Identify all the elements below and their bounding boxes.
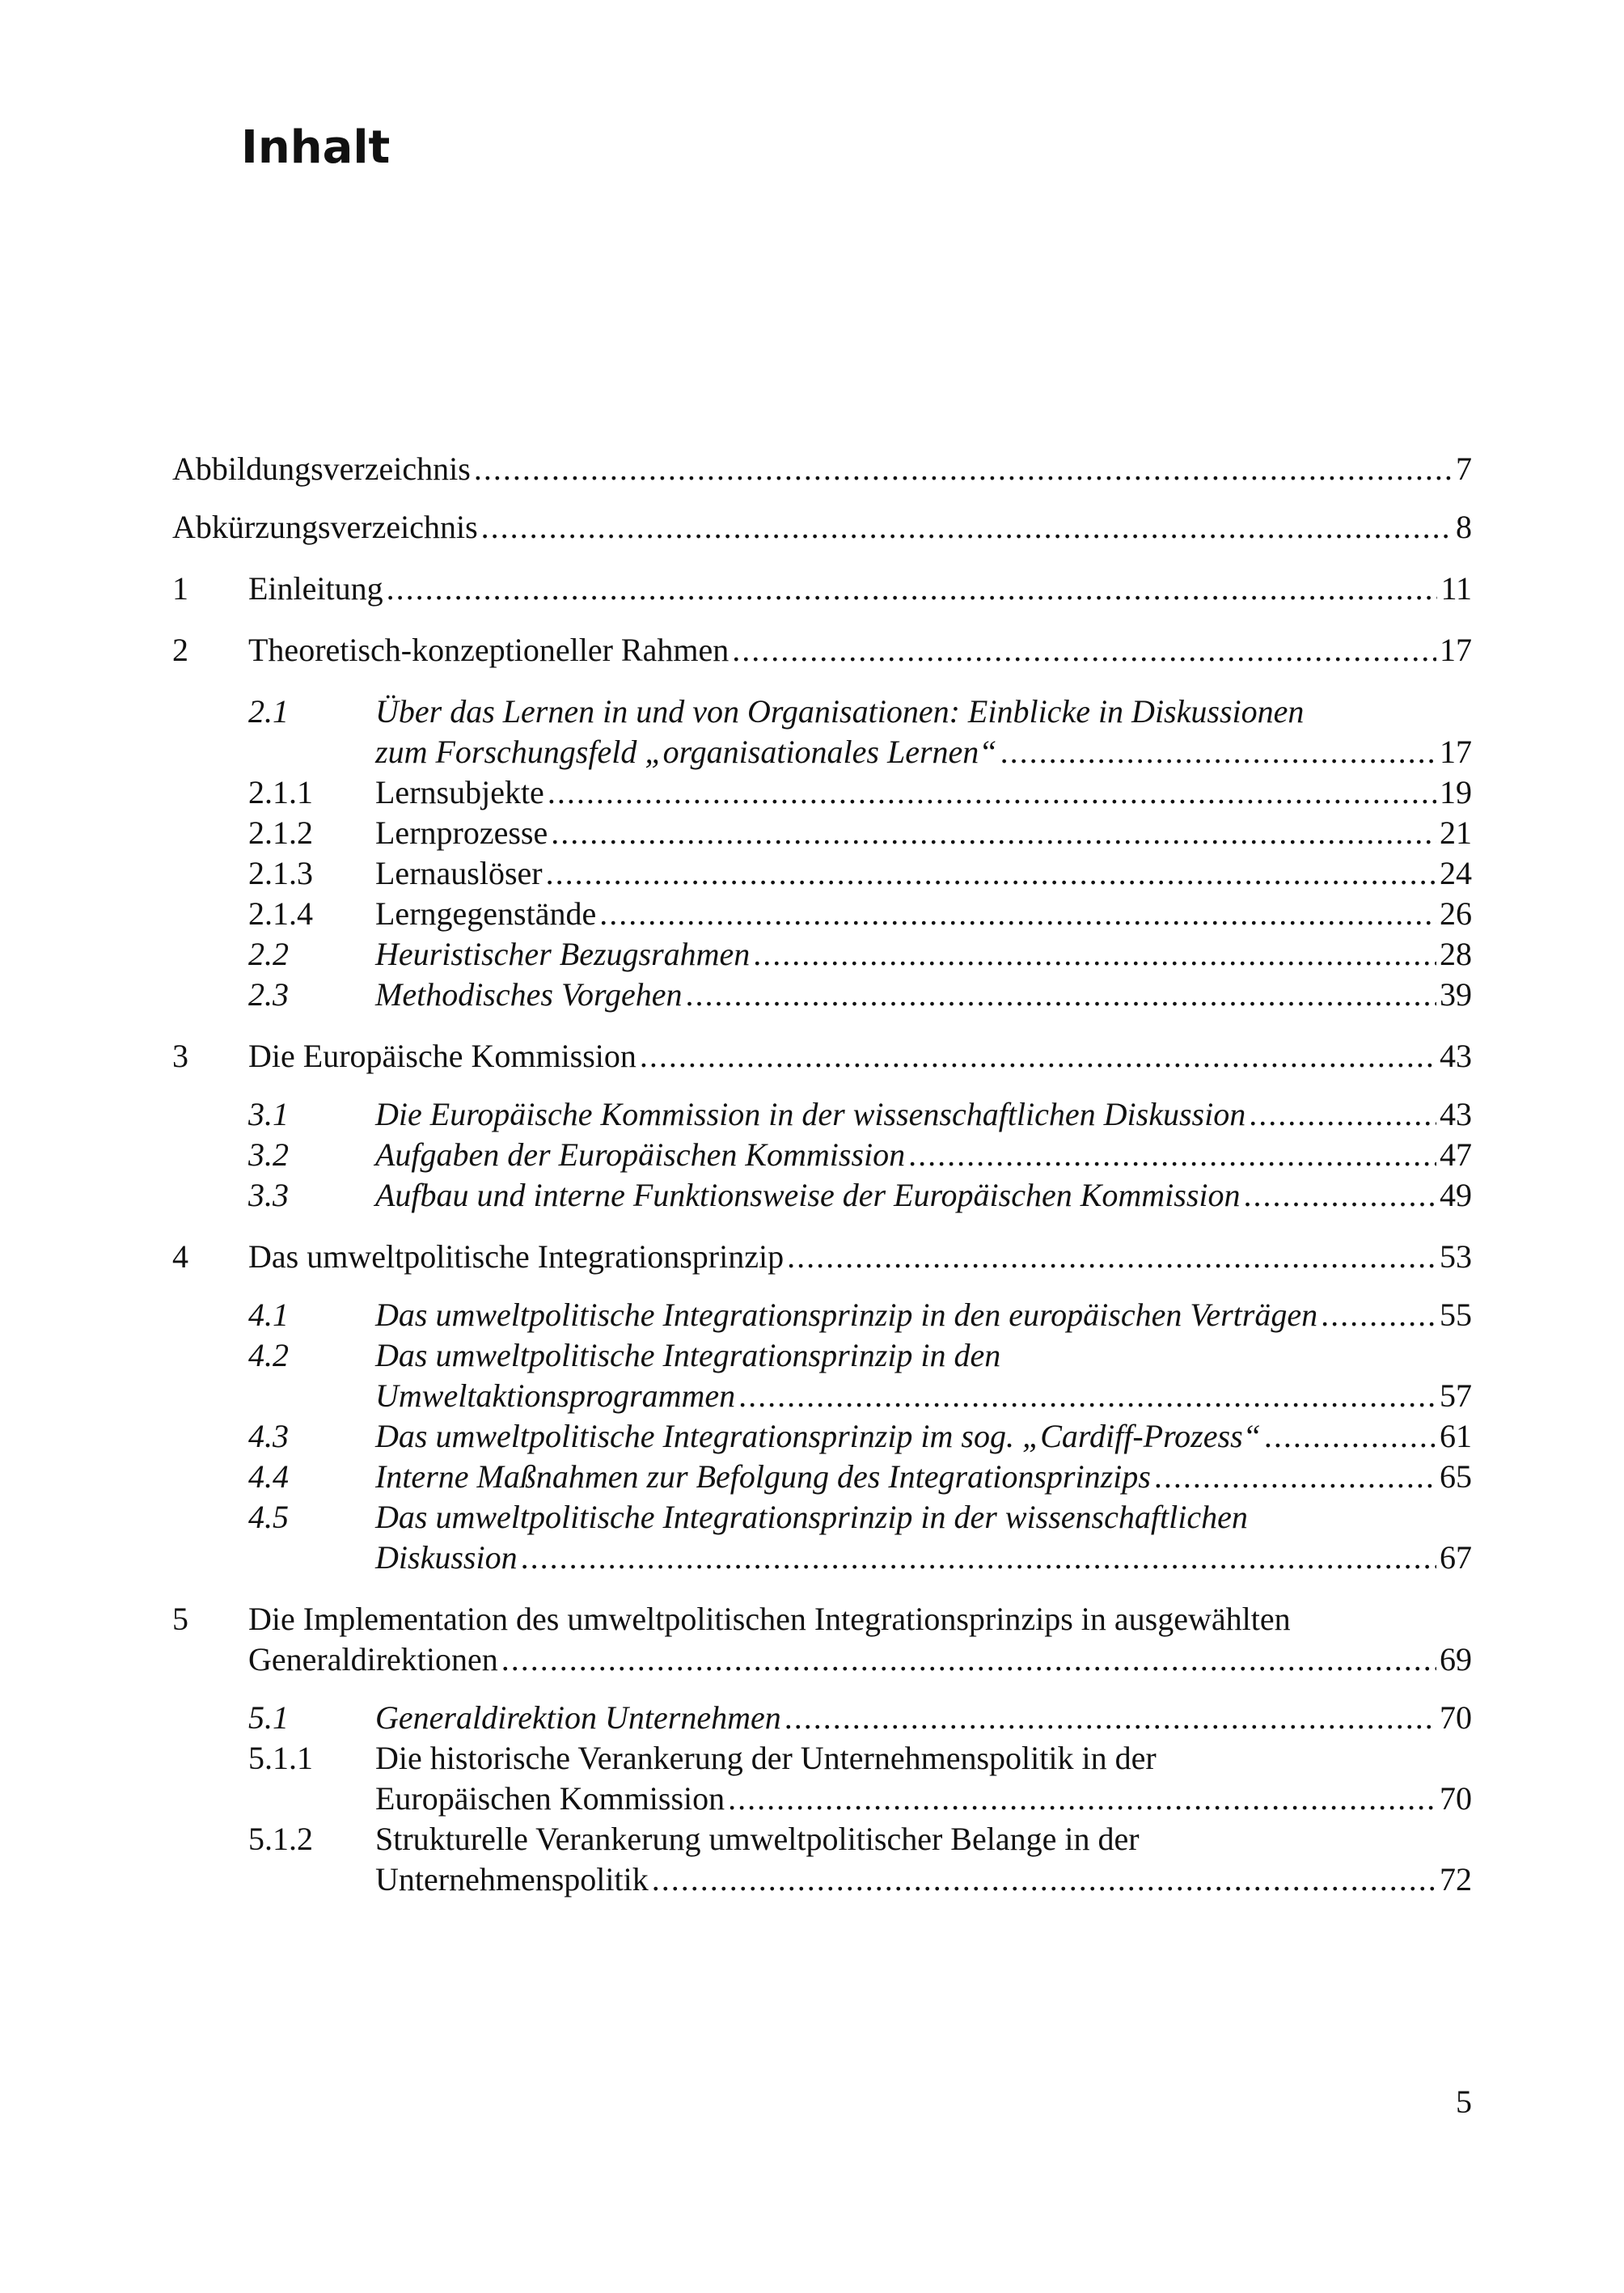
toc-entry-number: 4.4 [248,1458,289,1495]
toc-entry-title-line: Das umweltpolitische Integrationsprinzip in den [375,1337,1001,1373]
toc-entry-title: Aufbau und interne Funktionsweise der Europäischen Kommission [375,1177,1241,1213]
toc-entry-title: Aufgaben der Europäischen Kommission [375,1136,906,1173]
toc-entry-title: Lernprozesse [375,814,548,851]
page-number: 5 [1456,2084,1472,2120]
dot-leader [599,894,1436,934]
toc-entry-title-line: Strukturelle Verankerung umweltpolitischer Belange in der [375,1821,1140,1857]
toc-entry[interactable] [172,1457,1472,1497]
toc-entry-title: Einleitung [248,570,383,607]
toc-entry-title-line: Über das Lernen in und von Organisationen: Einblicke in Diskussionen [375,693,1305,730]
toc-entry-page: 8 [1456,509,1472,545]
toc-entry-title: Umweltaktionsprogrammen [375,1377,736,1414]
toc-entry-title-line: Die historische Verankerung der Unternehmenspolitik in der [375,1740,1157,1776]
toc-entry-title: Europäischen Kommission [375,1780,725,1817]
toc-entry-page: 28 [1440,936,1472,972]
toc-entry-number: 5.1.2 [248,1821,313,1857]
toc-entry-page: 7 [1456,451,1472,487]
toc-entry[interactable] [172,1335,1472,1416]
toc-entry-page: 61 [1440,1418,1472,1454]
dot-leader [1154,1457,1436,1497]
toc-entry-number: 2 [172,632,188,668]
toc-entry-title: Lernsubjekte [375,774,544,810]
dot-leader [738,1376,1436,1416]
toc-entry-number: 2.1.1 [248,774,313,810]
toc-entry-number: 2.3 [248,976,289,1013]
toc-entry-number: 2.1.2 [248,814,313,851]
toc-entry[interactable] [172,449,1472,489]
toc-entry[interactable] [172,1237,1472,1277]
toc-entry-title: Die Europäische Kommission in der wissenschaftlichen Diskussion [375,1096,1246,1132]
dot-leader [732,630,1436,671]
toc-entry[interactable] [172,894,1472,934]
toc-entry-title: zum Forschungsfeld „organisationales Lernen“ [375,734,997,770]
toc-entry-title: Das umweltpolitische Integrationsprinzip [248,1238,785,1275]
toc-entry-page: 72 [1440,1861,1472,1897]
toc-entry-number: 1 [172,570,188,607]
toc-entry-page: 65 [1440,1458,1472,1495]
toc-entry[interactable] [172,1036,1472,1077]
toc-entry-page: 47 [1440,1136,1472,1173]
toc-entry-page: 49 [1440,1177,1472,1213]
toc-entry-title: Heuristischer Bezugsrahmen [375,936,751,972]
toc-entry-page: 55 [1440,1297,1472,1333]
toc-entry-number: 3 [172,1038,188,1074]
toc-entry-title: Lerngegenstände [375,895,597,932]
toc-entry-number: 3.1 [248,1096,289,1132]
toc-entry[interactable] [172,1416,1472,1457]
dot-leader [787,1237,1436,1277]
toc-entry-title-line: Das umweltpolitische Integrationsprinzip in der wissenschaftlichen [375,1499,1248,1535]
toc-entry-page: 43 [1440,1096,1472,1132]
toc-entry-title: Interne Maßnahmen zur Befolgung des Integrationsprinzips [375,1458,1151,1495]
dot-leader [546,853,1436,894]
toc-entry-page: 67 [1440,1539,1472,1576]
toc-entry-title: Das umweltpolitische Integrationsprinzip in den europäischen Verträgen [375,1297,1318,1333]
toc-entry-number: 3.2 [248,1136,289,1173]
toc-entry-number: 5.1 [248,1699,289,1736]
dot-leader [551,813,1436,853]
toc-entry-number: 5 [172,1601,188,1637]
dot-leader [521,1538,1436,1578]
toc-entry-title: Die Europäische Kommission [248,1038,636,1074]
toc-entry-page: 57 [1440,1377,1472,1414]
toc-entry[interactable] [172,630,1472,671]
toc-entry-title: Das umweltpolitische Integrationsprinzip im sog. „Cardiff-Prozess“ [375,1418,1261,1454]
toc-entry-page: 53 [1440,1238,1472,1275]
toc-entry[interactable] [172,1819,1472,1900]
dot-leader [785,1698,1436,1738]
dot-leader [481,507,1453,548]
page-heading: Inhalt [241,121,391,174]
toc-entry-page: 43 [1440,1038,1472,1074]
dot-leader [387,569,1438,609]
toc-entry-title: Methodisches Vorgehen [375,976,683,1013]
toc-entry-number: 4.2 [248,1337,289,1373]
toc-entry[interactable] [172,813,1472,853]
toc-entry-number: 2.2 [248,936,289,972]
toc-entry-page: 26 [1440,895,1472,932]
dot-leader [1321,1295,1436,1335]
toc-entry[interactable] [172,1094,1472,1135]
toc-entry[interactable] [172,1135,1472,1175]
toc-entry[interactable] [172,692,1472,772]
toc-entry[interactable] [172,1175,1472,1216]
dot-leader [1249,1094,1436,1135]
toc-entry-page: 11 [1440,570,1472,607]
toc-entry-page: 70 [1440,1780,1472,1817]
toc-entry-title: Unternehmenspolitik [375,1861,649,1897]
toc-entry-number: 2.1.3 [248,855,313,891]
toc-entry[interactable] [172,1497,1472,1578]
toc-entry-page: 70 [1440,1699,1472,1736]
toc-entry-title: Generaldirektion Unternehmen [375,1699,781,1736]
toc-entry[interactable] [172,772,1472,813]
dot-leader [1264,1416,1436,1457]
toc-entry-number: 4.5 [248,1499,289,1535]
dot-leader [686,975,1436,1015]
toc-entry-page: 17 [1440,734,1472,770]
toc-entry[interactable] [172,1738,1472,1819]
dot-leader [753,934,1436,975]
toc-entry[interactable] [172,1599,1472,1680]
toc-entry[interactable] [172,507,1472,548]
dot-leader [474,449,1453,489]
toc-entry[interactable] [172,1295,1472,1335]
toc-entry-title: Abkürzungsverzeichnis [172,509,478,545]
toc-entry-number: 3.3 [248,1177,289,1213]
toc-entry-number: 5.1.1 [248,1740,313,1776]
toc-entry[interactable] [172,975,1472,1015]
table-of-contents [172,449,1472,1900]
toc-entry-title: Diskussion [375,1539,518,1576]
toc-entry-page: 17 [1440,632,1472,668]
toc-entry-title: Abbildungsverzeichnis [172,451,471,487]
dot-leader [640,1036,1436,1077]
toc-entry-title: Theoretisch-konzeptioneller Rahmen [248,632,730,668]
toc-entry-number: 2.1 [248,693,289,730]
toc-entry-number: 4.1 [248,1297,289,1333]
toc-entry[interactable] [172,934,1472,975]
toc-entry-page: 24 [1440,855,1472,891]
toc-entry-page: 39 [1440,976,1472,1013]
toc-entry-page: 19 [1440,774,1472,810]
dot-leader [1000,732,1436,772]
toc-entry-page: 21 [1440,814,1472,851]
dot-leader [652,1859,1436,1900]
toc-entry-title-line: Die Implementation des umweltpolitischen Integrationsprinzips in ausgewählten [248,1601,1291,1637]
toc-entry-number: 4 [172,1238,188,1275]
toc-entry[interactable] [172,1698,1472,1738]
dot-leader [548,772,1436,813]
toc-entry[interactable] [172,569,1472,609]
dot-leader [908,1135,1436,1175]
dot-leader [501,1639,1436,1680]
toc-entry-page: 69 [1440,1641,1472,1677]
toc-entry-title: Lernauslöser [375,855,543,891]
dot-leader [728,1779,1436,1819]
toc-entry-number: 4.3 [248,1418,289,1454]
toc-entry[interactable] [172,853,1472,894]
dot-leader [1244,1175,1436,1216]
toc-entry-title: Generaldirektionen [248,1641,498,1677]
toc-entry-number: 2.1.4 [248,895,313,932]
